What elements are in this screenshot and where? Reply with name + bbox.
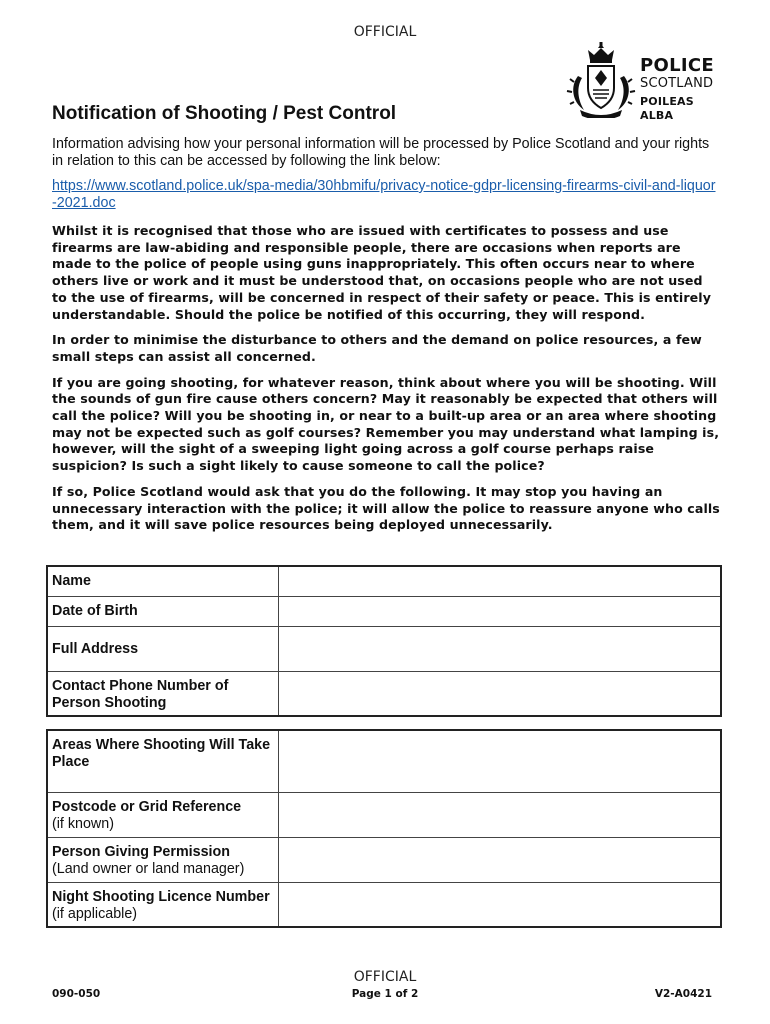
- paragraph-going-shooting: If you are going shooting, for whatever reason, think about where you will be shooting. Will the sounds of gun fire cause others concern? May it reasonably be expected that others will call the police? Will you be shooting in, or near to a built-up area or an area where shooting may not be expected such as golf courses? Remember you may understand what lamping is, however, will the sight of a sweeping light going across a golf course perhaps raise suspicion? Is such a sight likely to cause someone to call the police?: [52, 374, 720, 474]
- name-label: Name: [47, 566, 279, 596]
- table-row: [47, 671, 721, 716]
- page-title: Notification of Shooting / Pest Control: [52, 103, 397, 124]
- table-row: [47, 566, 721, 596]
- paragraph-request: If so, Police Scotland would ask that you do the following. It may stop you having an unnecessary interaction with the police; it will allow the police to reassure anyone who calls them, and it will save police resources being deployed unnecessarily.: [52, 483, 720, 533]
- classification-marking-top: OFFICIAL: [353, 24, 417, 40]
- postcode-label: Postcode or Grid Reference (if known): [47, 792, 279, 837]
- table-row: [47, 882, 721, 927]
- night-licence-note: (if applicable): [52, 905, 138, 922]
- police-crest-icon: [566, 42, 636, 118]
- privacy-intro-text: Information advising how your personal information will be processed by Police Scotland and your rights in relation to this can be accessed by following the link below:: [52, 136, 710, 169]
- table-row: [47, 792, 721, 837]
- table-row: [47, 626, 721, 671]
- contact-phone-field[interactable]: [279, 671, 722, 716]
- form-reference: 090-050: [52, 988, 101, 1000]
- full-address-label: Full Address: [47, 626, 279, 671]
- shooting-areas-label: Areas Where Shooting Will Take Place: [47, 730, 279, 792]
- night-licence-label: Night Shooting Licence Number (if applicable): [47, 882, 279, 927]
- table-row: [47, 837, 721, 882]
- permission-field[interactable]: [279, 837, 722, 882]
- privacy-notice-link[interactable]: https://www.scotland.police.uk/spa-media/30hbmifu/privacy-notice-gdpr-licensing-firearms-civil-and-liquor-2021.doc: [52, 178, 716, 211]
- name-field[interactable]: [279, 566, 722, 596]
- logo-scotland-text: SCOTLAND: [640, 76, 714, 91]
- postcode-field[interactable]: [279, 792, 722, 837]
- postcode-note: (if known): [52, 815, 114, 832]
- logo-police-text: POLICE: [640, 55, 714, 76]
- shooting-details-table: [46, 729, 722, 928]
- date-of-birth-label: Date of Birth: [47, 596, 279, 626]
- personal-details-table: [46, 565, 722, 717]
- table-row: [47, 596, 721, 626]
- version-code: V2-A0421: [654, 988, 712, 1000]
- night-licence-field[interactable]: [279, 882, 722, 927]
- body-content: [52, 136, 720, 534]
- contact-phone-label: Contact Phone Number of Person Shooting: [47, 671, 279, 716]
- date-of-birth-field[interactable]: [279, 596, 722, 626]
- paragraph-minimise: In order to minimise the disturbance to others and the demand on police resources, a few small steps can assist all concerned.: [52, 332, 702, 364]
- permission-note: (Land owner or land manager): [52, 860, 245, 877]
- classification-marking-bottom: OFFICIAL: [353, 969, 417, 985]
- police-scotland-logo: [566, 42, 726, 122]
- permission-label: Person Giving Permission (Land owner or land manager): [47, 837, 279, 882]
- shooting-areas-field[interactable]: [279, 730, 722, 792]
- paragraph-certificates: Whilst it is recognised that those who are issued with certificates to possess and use firearms are law-abiding and responsible people, there are occasions when reports are made to the police of people using guns inappropriately. This often occurs near to where others live or work and it must be understood that, on occasions people who are not used to the use of firearms, will be concerned in respect of their safety or peace. This is entirely understandable. Should the police be notified of this occurring, they will respond.: [52, 223, 712, 322]
- page-number: Page 1 of 2: [351, 988, 419, 1000]
- table-row: [47, 730, 721, 792]
- full-address-field[interactable]: [279, 626, 722, 671]
- logo-gaelic-text: POILEAS ALBA: [640, 95, 694, 122]
